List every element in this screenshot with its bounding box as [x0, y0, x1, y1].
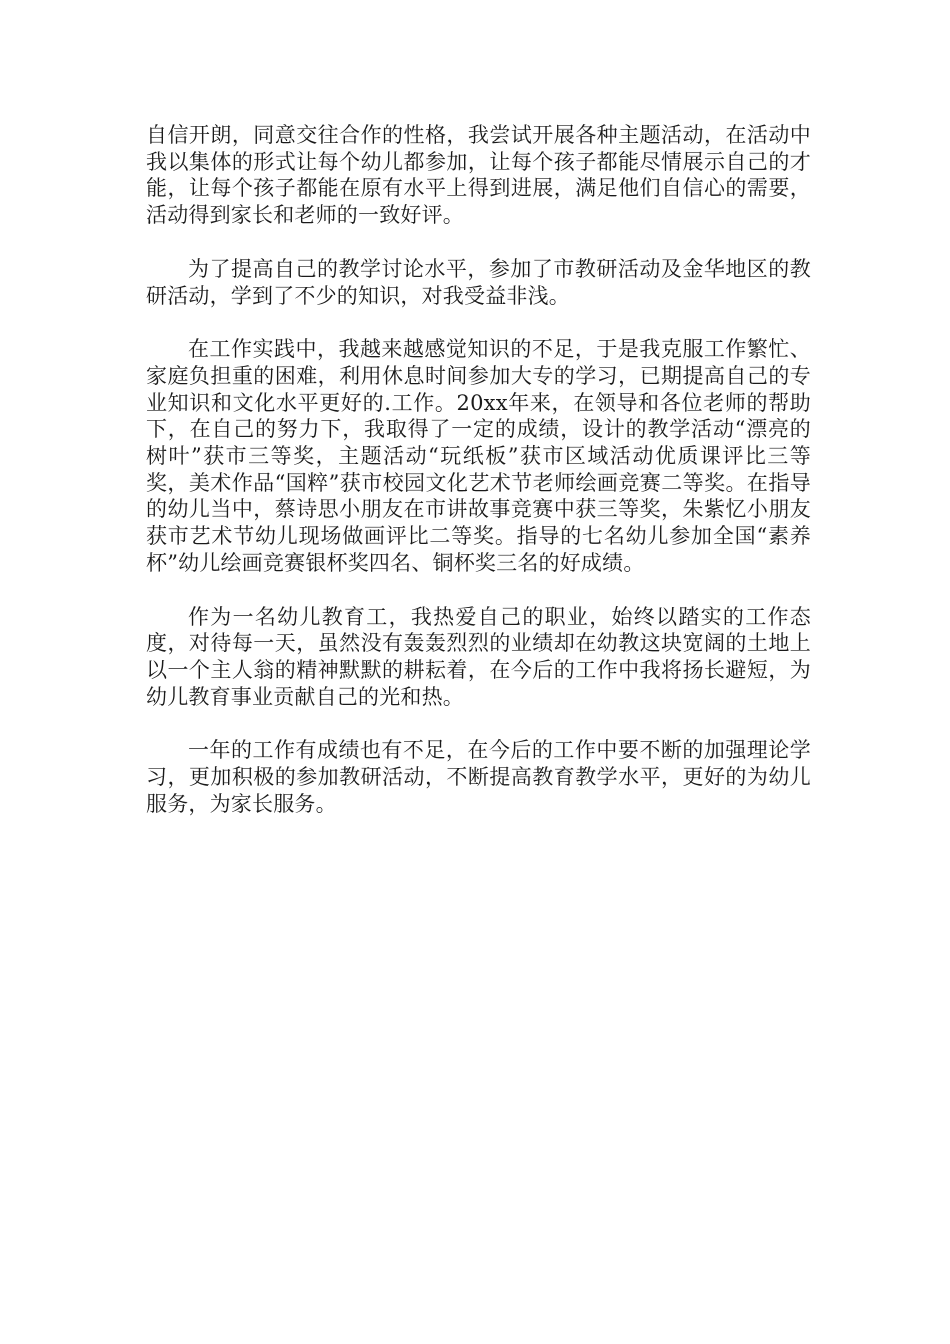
document-body: [146, 122, 811, 817]
paragraph-1: 自信开朗，同意交往合作的性格，我尝试开展各种主题活动，在活动中我以集体的形式让每个幼儿都参加，让每个孩子都能尽情展示自己的才能，让每个孩子都能在原有水平上得到进展，满足他们自信心的需要，活动得到家长和老师的一致好评。: [146, 123, 811, 228]
paragraph-4: 作为一名幼儿教育工，我热爱自己的职业，始终以踏实的工作态度，对待每一天，虽然没有轰轰烈烈的业绩却在幼教这块宽阔的土地上以一个主人翁的精神默默的耕耘着，在今后的工作中我将扬长避短，为幼儿教育事业贡献自己的光和热。: [146, 604, 811, 709]
paragraph-5: 一年的工作有成绩也有不足，在今后的工作中要不断的加强理论学习，更加积极的参加教研活动，不断提高教育教学水平，更好的为幼儿服务，为家长服务。: [146, 738, 811, 816]
paragraph-3: 在工作实践中，我越来越感觉知识的不足，于是我克服工作繁忙、家庭负担重的困难，利用休息时间参加大专的学习，已期提高自己的专业知识和文化水平更好的.工作。20xx年来，在领导和各位老师的帮助下，在自己的努力下，我取得了一定的成绩，设计的教学活动“漂亮的树叶”获市三等奖，主题活动“玩纸板”获市区域活动优质课评比三等奖，美术作品“国粹”获市校园文化艺术节老师绘画竞赛二等奖。在指导的幼儿当中，蔡诗思小朋友在市讲故事竞赛中获三等奖，朱紫忆小朋友获市艺术节幼儿现场做画评比二等奖。指导的七名幼儿参加全国“素养杯”幼儿绘画竞赛银杯奖四名、铜杯奖三名的好成绩。: [146, 337, 811, 575]
paragraph-2: 为了提高自己的教学讨论水平，参加了市教研活动及金华地区的教研活动，学到了不少的知识，对我受益非浅。: [146, 256, 811, 308]
